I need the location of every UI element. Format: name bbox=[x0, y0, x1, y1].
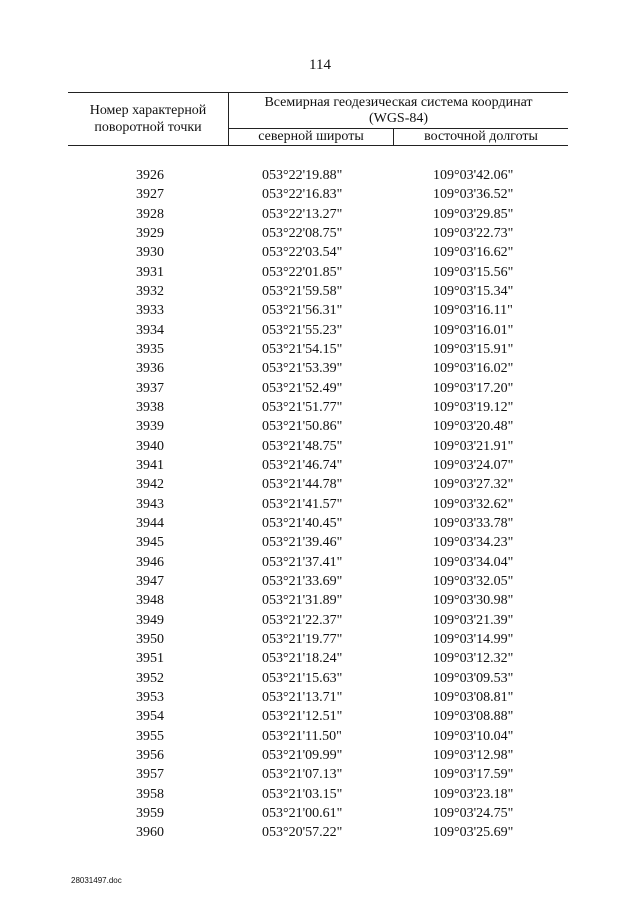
longitude-cell: 109°03'23.18" bbox=[433, 786, 514, 802]
latitude-cell: 053°21'31.89" bbox=[262, 593, 343, 609]
longitude-cell: 109°03'17.20" bbox=[433, 380, 514, 396]
longitude-cell: 109°03'08.88" bbox=[433, 709, 514, 725]
header-point-number bbox=[68, 93, 229, 145]
point-number-cell: 3944 bbox=[136, 515, 164, 531]
point-number-cell: 3958 bbox=[136, 786, 164, 802]
table-row bbox=[0, 669, 640, 688]
latitude-cell: 053°21'51.77" bbox=[262, 399, 343, 415]
latitude-cell: 053°21'22.37" bbox=[262, 612, 343, 628]
longitude-cell: 109°03'36.52" bbox=[433, 187, 514, 203]
point-number-cell: 3959 bbox=[136, 805, 164, 821]
table-row bbox=[0, 340, 640, 359]
point-number-cell: 3947 bbox=[136, 573, 164, 589]
latitude-cell: 053°22'19.88" bbox=[262, 168, 343, 183]
point-number-cell: 3949 bbox=[136, 612, 164, 628]
latitude-cell: 053°21'37.41" bbox=[262, 554, 343, 570]
table-row bbox=[0, 495, 640, 514]
latitude-cell: 053°21'39.46" bbox=[262, 535, 343, 551]
latitude-cell: 053°21'19.77" bbox=[262, 631, 343, 647]
point-number-cell: 3937 bbox=[136, 380, 164, 396]
latitude-cell: 053°21'46.74" bbox=[262, 457, 343, 473]
point-number-cell: 3931 bbox=[136, 264, 164, 280]
longitude-cell: 109°03'24.07" bbox=[433, 457, 514, 473]
latitude-cell: 053°22'08.75" bbox=[262, 225, 343, 241]
table-row bbox=[0, 301, 640, 320]
table-row bbox=[0, 514, 640, 533]
longitude-cell: 109°03'10.04" bbox=[433, 728, 514, 744]
longitude-cell: 109°03'12.32" bbox=[433, 651, 514, 667]
table-row bbox=[0, 282, 640, 301]
latitude-cell: 053°21'56.31" bbox=[262, 303, 343, 319]
table-header bbox=[68, 92, 568, 146]
header-point-number-line2: поворотной точки bbox=[94, 120, 202, 135]
table-row bbox=[0, 475, 640, 494]
table-row bbox=[0, 379, 640, 398]
longitude-cell: 109°03'19.12" bbox=[433, 399, 514, 415]
longitude-cell: 109°03'09.53" bbox=[433, 670, 514, 686]
longitude-cell: 109°03'32.05" bbox=[433, 573, 514, 589]
table-row bbox=[0, 437, 640, 456]
longitude-cell: 109°03'16.11" bbox=[433, 303, 513, 319]
longitude-cell: 109°03'21.91" bbox=[433, 438, 514, 454]
point-number-cell: 3933 bbox=[136, 303, 164, 319]
point-number-cell: 3939 bbox=[136, 419, 164, 435]
latitude-cell: 053°21'33.69" bbox=[262, 573, 343, 589]
latitude-cell: 053°21'59.58" bbox=[262, 283, 343, 299]
point-number-cell: 3950 bbox=[136, 631, 164, 647]
longitude-cell: 109°03'15.91" bbox=[433, 341, 514, 357]
point-number-cell: 3927 bbox=[136, 187, 164, 203]
table-row bbox=[0, 591, 640, 610]
longitude-cell: 109°03'30.98" bbox=[433, 593, 514, 609]
point-number-cell: 3946 bbox=[136, 554, 164, 570]
longitude-cell: 109°03'34.23" bbox=[433, 535, 514, 551]
latitude-cell: 053°21'13.71" bbox=[262, 689, 343, 705]
point-number-cell: 3940 bbox=[136, 438, 164, 454]
table-row bbox=[0, 205, 640, 224]
table-row bbox=[0, 572, 640, 591]
table-row bbox=[0, 263, 640, 282]
longitude-cell: 109°03'32.62" bbox=[433, 496, 514, 512]
table-row bbox=[0, 359, 640, 378]
longitude-cell: 109°03'22.73" bbox=[433, 225, 514, 241]
longitude-cell: 109°03'17.59" bbox=[433, 767, 514, 783]
longitude-cell: 109°03'16.62" bbox=[433, 245, 514, 261]
latitude-cell: 053°21'15.63" bbox=[262, 670, 343, 686]
point-number-cell: 3951 bbox=[136, 651, 164, 667]
longitude-cell: 109°03'34.04" bbox=[433, 554, 514, 570]
point-number-cell: 3952 bbox=[136, 670, 164, 686]
latitude-cell: 053°21'18.24" bbox=[262, 651, 343, 667]
table-row bbox=[0, 823, 640, 842]
longitude-cell: 109°03'21.39" bbox=[433, 612, 514, 628]
point-number-cell: 3936 bbox=[136, 361, 164, 377]
latitude-cell: 053°21'52.49" bbox=[262, 380, 343, 396]
point-number-cell: 3930 bbox=[136, 245, 164, 261]
header-point-number-line1: Номер характерной bbox=[89, 103, 207, 118]
latitude-cell: 053°21'09.99" bbox=[262, 747, 343, 763]
coordinates-table-body bbox=[0, 166, 640, 842]
point-number-cell: 3941 bbox=[136, 457, 164, 473]
table-row bbox=[0, 398, 640, 417]
header-system-line1: Всемирная геодезическая система координат bbox=[264, 94, 533, 110]
latitude-cell: 053°21'40.45" bbox=[262, 515, 343, 531]
point-number-cell: 3929 bbox=[136, 225, 164, 241]
table-row bbox=[0, 185, 640, 204]
longitude-cell: 109°03'08.81" bbox=[433, 689, 514, 705]
longitude-cell: 109°03'27.32" bbox=[433, 477, 514, 493]
footer-filename: 28031497.doc bbox=[71, 876, 122, 885]
point-number-cell: 3954 bbox=[136, 709, 164, 725]
latitude-cell: 053°21'54.15" bbox=[262, 341, 343, 357]
point-number-cell: 3960 bbox=[136, 825, 164, 841]
table-row bbox=[0, 630, 640, 649]
longitude-cell: 109°03'16.01" bbox=[433, 322, 514, 338]
table-row bbox=[0, 707, 640, 726]
latitude-cell: 053°22'03.54" bbox=[262, 245, 343, 261]
point-number-cell: 3956 bbox=[136, 747, 164, 763]
point-number-cell: 3957 bbox=[136, 767, 164, 783]
header-system-line2: (WGS-84) bbox=[368, 110, 429, 126]
longitude-cell: 109°03'16.02" bbox=[433, 361, 514, 377]
latitude-cell: 053°21'12.51" bbox=[262, 709, 343, 725]
point-number-cell: 3953 bbox=[136, 689, 164, 705]
point-number-cell: 3928 bbox=[136, 206, 164, 222]
point-number-cell: 3934 bbox=[136, 322, 164, 338]
longitude-cell: 109°03'20.48" bbox=[433, 419, 514, 435]
point-number-cell: 3955 bbox=[136, 728, 164, 744]
latitude-cell: 053°21'41.57" bbox=[262, 496, 343, 512]
longitude-cell: 109°03'12.98" bbox=[433, 747, 514, 763]
longitude-cell: 109°03'15.56" bbox=[433, 264, 514, 280]
point-number-cell: 3938 bbox=[136, 399, 164, 415]
table-row bbox=[0, 533, 640, 552]
table-row bbox=[0, 417, 640, 436]
latitude-cell: 053°21'44.78" bbox=[262, 477, 343, 493]
table-row bbox=[0, 456, 640, 475]
table-row bbox=[0, 765, 640, 784]
point-number-cell: 3948 bbox=[136, 593, 164, 609]
latitude-cell: 053°21'07.13" bbox=[262, 767, 343, 783]
point-number-cell: 3935 bbox=[136, 341, 164, 357]
table-row bbox=[0, 804, 640, 823]
point-number-cell: 3945 bbox=[136, 535, 164, 551]
header-coordinate-system bbox=[229, 93, 568, 129]
header-longitude: восточной долготы bbox=[424, 129, 538, 144]
table-row bbox=[0, 553, 640, 572]
point-number-cell: 3942 bbox=[136, 477, 164, 493]
table-row bbox=[0, 224, 640, 243]
longitude-cell: 109°03'24.75" bbox=[433, 805, 514, 821]
table-row bbox=[0, 727, 640, 746]
table-row bbox=[0, 688, 640, 707]
latitude-cell: 053°20'57.22" bbox=[262, 825, 343, 841]
table-row bbox=[0, 321, 640, 340]
point-number-cell: 3943 bbox=[136, 496, 164, 512]
latitude-cell: 053°21'48.75" bbox=[262, 438, 343, 454]
latitude-cell: 053°22'16.83" bbox=[262, 187, 343, 203]
latitude-cell: 053°21'55.23" bbox=[262, 322, 343, 338]
table-row bbox=[0, 611, 640, 630]
longitude-cell: 109°03'42.06" bbox=[433, 168, 514, 183]
longitude-cell: 109°03'25.69" bbox=[433, 825, 514, 841]
point-number-cell: 3926 bbox=[136, 168, 164, 183]
table-row bbox=[0, 649, 640, 668]
longitude-cell: 109°03'29.85" bbox=[433, 206, 514, 222]
latitude-cell: 053°22'01.85" bbox=[262, 264, 343, 280]
table-row bbox=[0, 785, 640, 804]
latitude-cell: 053°21'53.39" bbox=[262, 361, 343, 377]
table-row bbox=[0, 746, 640, 765]
latitude-cell: 053°21'11.50" bbox=[262, 728, 342, 744]
page-number: 114 bbox=[309, 57, 331, 73]
latitude-cell: 053°22'13.27" bbox=[262, 206, 343, 222]
latitude-cell: 053°21'00.61" bbox=[262, 805, 343, 821]
point-number-cell: 3932 bbox=[136, 283, 164, 299]
latitude-cell: 053°21'50.86" bbox=[262, 419, 343, 435]
longitude-cell: 109°03'33.78" bbox=[433, 515, 514, 531]
longitude-cell: 109°03'14.99" bbox=[433, 631, 514, 647]
table-row bbox=[0, 166, 640, 185]
table-row bbox=[0, 243, 640, 262]
longitude-cell: 109°03'15.34" bbox=[433, 283, 514, 299]
header-latitude: северной широты bbox=[229, 129, 394, 145]
latitude-cell: 053°21'03.15" bbox=[262, 786, 343, 802]
